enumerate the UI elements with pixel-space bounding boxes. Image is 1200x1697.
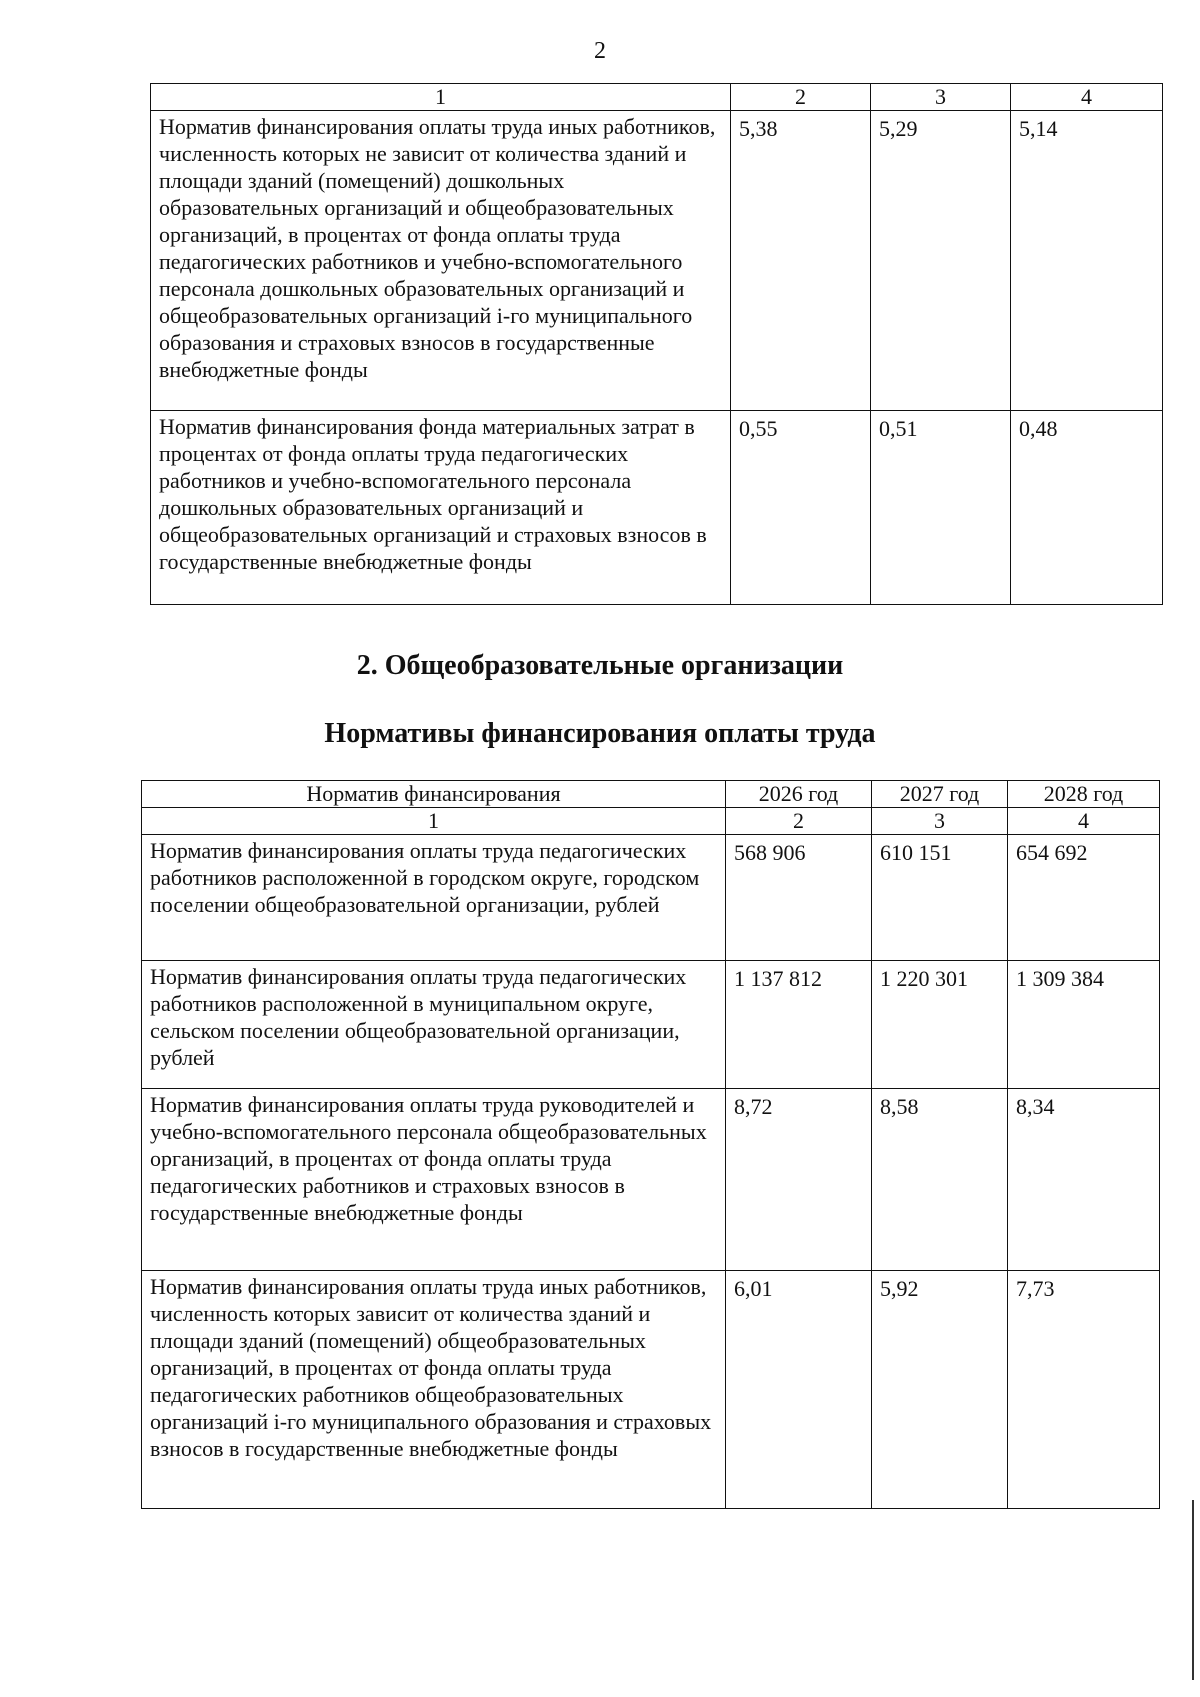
scan-edge-mark [1192, 1500, 1194, 1680]
table-row [151, 111, 1163, 411]
value-2027-cell: 610 151 [872, 835, 1008, 961]
table-header-row [142, 781, 1160, 808]
value-2026-cell: 568 906 [726, 835, 872, 961]
value-2028-cell: 1 309 384 [1008, 961, 1160, 1089]
table-row [151, 411, 1163, 605]
norm-label-cell: Норматив финансирования оплаты труда иных работников, численность которых зависит от количества зданий и площади зданий (помещений) общеобразовательных организаций, в процентах от фонда оплаты труда педагогических работников общеобразовательных организаций i-го муниципального образования и страховых взносов в государственные внебюджетные фонды [142, 1271, 726, 1509]
norm-label-cell: Норматив финансирования оплаты труда педагогических работников расположенной в городском округе, городском поселении общеобразовательной организации, рублей [142, 835, 726, 961]
value-2028-cell: 5,14 [1011, 111, 1163, 411]
value-2026-cell: 1 137 812 [726, 961, 872, 1089]
norm-label-cell: Норматив финансирования оплаты труда иных работников, численность которых не зависит от количества зданий и площади зданий (помещений) дошкольных образовательных организаций и общеобразовательных организаций, в процентах от фонда оплаты труда педагогических работников и учебно-вспомогательного персонала дошкольных образовательных организаций и общеобразовательных организаций i-го муниципального образования и страховых взносов в государственные внебюджетные фонды [151, 111, 731, 411]
header-norm-cell: Норматив финансирования [142, 781, 726, 808]
value-2026-cell: 5,38 [731, 111, 871, 411]
norm-label-cell: Норматив финансирования оплаты труда педагогических работников расположенной в муниципальном округе, сельском поселении общеобразовательной организации, рублей [142, 961, 726, 1089]
value-2026-cell: 0,55 [731, 411, 871, 605]
table-row [142, 1271, 1160, 1509]
header-year-2027: 2027 год [872, 781, 1008, 808]
header-year-2028: 2028 год [1008, 781, 1160, 808]
value-2026-cell: 8,72 [726, 1089, 872, 1271]
value-2027-cell: 8,58 [872, 1089, 1008, 1271]
table-general-education-norms [141, 780, 1160, 1509]
column-number-cell: 4 [1008, 808, 1160, 835]
column-number-cell: 3 [872, 808, 1008, 835]
value-2027-cell: 1 220 301 [872, 961, 1008, 1089]
value-2027-cell: 0,51 [871, 411, 1011, 605]
norm-label-cell: Норматив финансирования оплаты труда руководителей и учебно-вспомогательного персонала общеобразовательных организаций, в процентах от фонда оплаты труда педагогических работников и страховых взносов в государственные внебюджетные фонды [142, 1089, 726, 1271]
value-2026-cell: 6,01 [726, 1271, 872, 1509]
header-year-2026: 2026 год [726, 781, 872, 808]
norm-label-cell: Норматив финансирования фонда материальных затрат в процентах от фонда оплаты труда педагогических работников и учебно-вспомогательного персонала дошкольных образовательных организаций и общеобразовательных организаций и страховых взносов в государственные внебюджетные фонды [151, 411, 731, 605]
section-title: 2. Общеобразовательные организации [356, 650, 844, 681]
table-row [142, 961, 1160, 1089]
column-number-cell: 1 [142, 808, 726, 835]
column-number-cell: 3 [871, 84, 1011, 111]
column-number-cell: 2 [726, 808, 872, 835]
table-row [142, 1089, 1160, 1271]
value-2027-cell: 5,29 [871, 111, 1011, 411]
table-title: Нормативы финансирования оплаты труда [324, 718, 876, 749]
table-row [142, 835, 1160, 961]
column-number-row [142, 808, 1160, 835]
value-2028-cell: 654 692 [1008, 835, 1160, 961]
table-preschool-continuation [150, 83, 1163, 605]
column-number-cell: 4 [1011, 84, 1163, 111]
value-2028-cell: 7,73 [1008, 1271, 1160, 1509]
value-2028-cell: 0,48 [1011, 411, 1163, 605]
table-header-row [151, 84, 1163, 111]
column-number-cell: 2 [731, 84, 871, 111]
column-number-cell: 1 [151, 84, 731, 111]
value-2027-cell: 5,92 [872, 1271, 1008, 1509]
page-number: 2 [594, 38, 606, 64]
value-2028-cell: 8,34 [1008, 1089, 1160, 1271]
